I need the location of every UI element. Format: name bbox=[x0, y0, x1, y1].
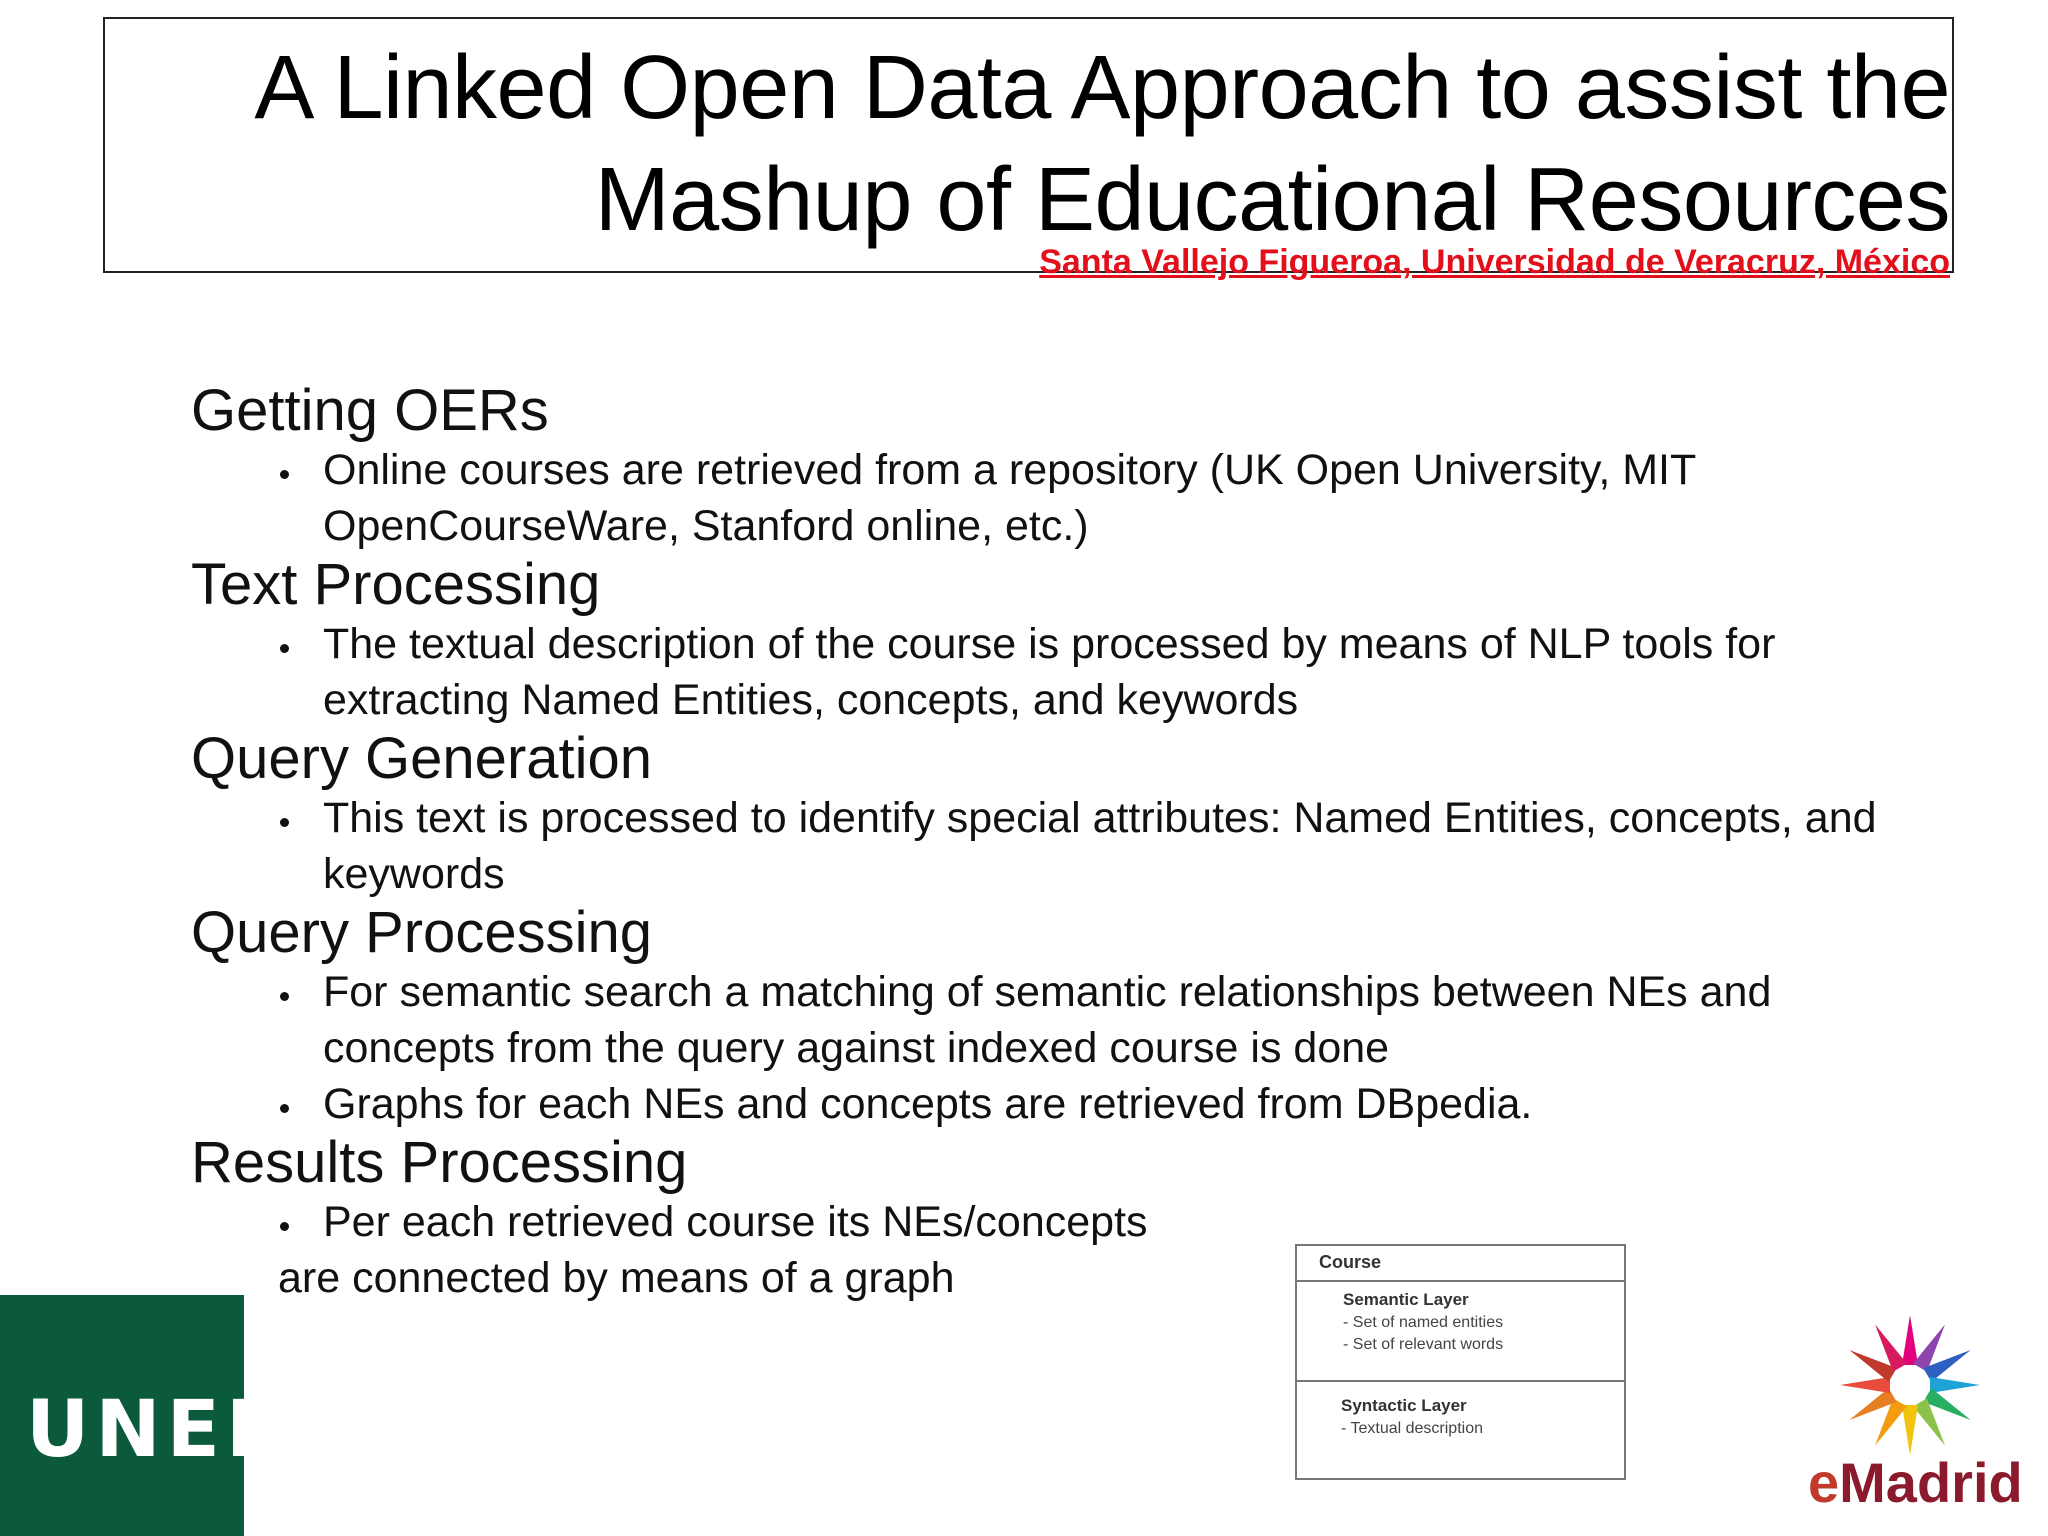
bullet-item: This text is processed to identify special attributes: Named Entities, concepts, and keywords bbox=[323, 790, 1951, 902]
syntactic-item: - Textual description bbox=[1341, 1420, 1483, 1437]
section-getting-oers bbox=[191, 380, 1951, 554]
semantic-item: - Set of relevant words bbox=[1343, 1336, 1504, 1353]
slide-content bbox=[191, 380, 1951, 1306]
section-results-processing bbox=[191, 1132, 1951, 1306]
bullet-item: For semantic search a matching of semantic relationships between NEs and concepts from the query against indexed course is done bbox=[323, 964, 1951, 1076]
title-box bbox=[103, 17, 1954, 281]
course-layer-diagram bbox=[1295, 1244, 1626, 1480]
section-heading: Query Processing bbox=[191, 900, 652, 965]
bullet-item bbox=[278, 1194, 1223, 1306]
emadrid-logo-text: eMadrid bbox=[1808, 1451, 2023, 1514]
author-line: Santa Vallejo Figueroa, Universidad de Veracruz, México bbox=[1039, 243, 1950, 281]
semantic-item: - Set of named entities bbox=[1343, 1314, 1504, 1331]
bullet-list bbox=[191, 616, 1951, 728]
uned-logo bbox=[0, 1295, 297, 1536]
diagram-header-row bbox=[1297, 1246, 1624, 1282]
slide-title-line-1: A Linked Open Data Approach to assist the bbox=[254, 38, 1950, 138]
bullet-item: Graphs for each NEs and concepts are retrieved from DBpedia. bbox=[323, 1076, 1951, 1132]
diagram-semantic-row bbox=[1297, 1282, 1624, 1382]
bullet-line: Per each retrieved course its NEs/concepts bbox=[323, 1198, 1148, 1246]
section-query-generation bbox=[191, 728, 1951, 902]
diagram-syntactic-row bbox=[1297, 1382, 1624, 1478]
bullet-item: The textual description of the course is processed by means of NLP tools for extracting Named Entities, concepts, and keywords bbox=[323, 616, 1951, 728]
section-heading: Text Processing bbox=[191, 552, 601, 617]
emadrid-star-icon bbox=[1800, 1310, 2020, 1460]
bullet-list bbox=[191, 790, 1951, 902]
emadrid-logo bbox=[1800, 1310, 2023, 1520]
uned-logo-text: UNED bbox=[26, 1385, 297, 1475]
section-heading: Query Generation bbox=[191, 726, 653, 791]
bullet-list bbox=[191, 442, 1951, 554]
slide-title-line-2: Mashup of Educational Resources bbox=[594, 150, 1950, 250]
diagram-header: Course bbox=[1319, 1252, 1382, 1272]
bullet-line-continuation: are connected by means of a graph bbox=[278, 1254, 955, 1302]
bullet-item: Online courses are retrieved from a repository (UK Open University, MIT OpenCourseWare, Stanford online, etc.) bbox=[323, 442, 1951, 554]
section-heading: Getting OERs bbox=[191, 378, 549, 443]
semantic-layer-label: Semantic Layer bbox=[1343, 1290, 1469, 1309]
syntactic-layer-label: Syntactic Layer bbox=[1341, 1396, 1467, 1415]
section-heading: Results Processing bbox=[191, 1130, 688, 1195]
section-text-processing bbox=[191, 554, 1951, 728]
section-query-processing bbox=[191, 902, 1951, 1132]
bullet-list bbox=[191, 964, 1951, 1132]
bullet-list bbox=[191, 1194, 1951, 1306]
